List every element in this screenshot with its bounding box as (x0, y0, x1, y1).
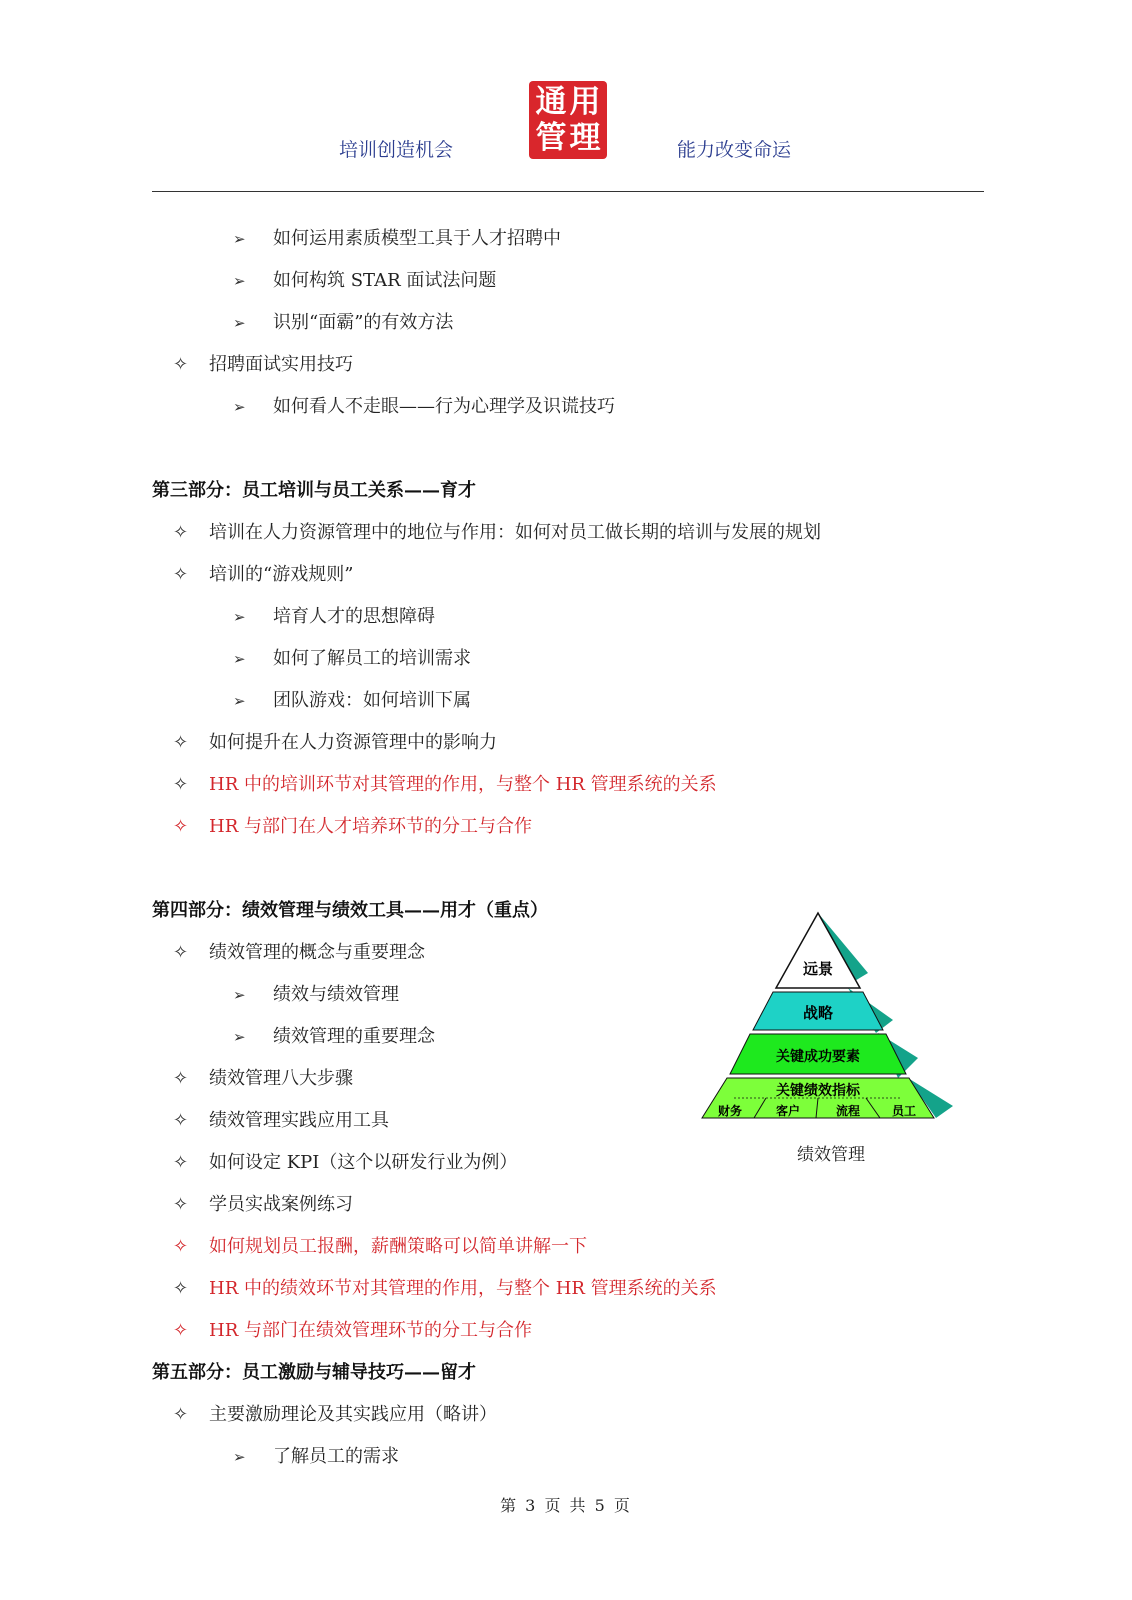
diamond-bullet-icon: ✧ (173, 1278, 189, 1299)
diamond-bullet-icon: ✧ (173, 1152, 189, 1173)
list-item: ✧ 如何设定 KPI（这个以研发行业为例） (173, 1152, 518, 1173)
pyramid-label-kpi: 关键绩效指标 (776, 1083, 860, 1099)
header-divider (152, 191, 984, 192)
logo-char: 通 (535, 84, 567, 120)
performance-pyramid-figure (698, 908, 968, 1128)
arrow-bullet-icon: ➢ (233, 230, 246, 248)
diamond-bullet-icon: ✧ (173, 564, 189, 585)
arrow-bullet-icon: ➢ (233, 692, 246, 710)
section-title: 第五部分：员工激励与辅导技巧——留才 (152, 1362, 476, 1383)
diamond-bullet-icon: ✧ (173, 522, 189, 543)
logo-char: 理 (569, 120, 601, 156)
pyramid-label-csf: 关键成功要素 (776, 1049, 860, 1065)
list-item: ✧ 绩效管理八大步骤 (173, 1068, 353, 1089)
list-item: ➢ 识别“面霸”的有效方法 (233, 312, 454, 333)
pyramid-label-strategy: 战略 (802, 1004, 834, 1022)
list-item-highlighted: ✧ 如何规划员工报酬，薪酬策略可以简单讲解一下 (173, 1236, 587, 1257)
list-item: ➢ 如何构筑 STAR 面试法问题 (233, 270, 497, 291)
diamond-bullet-icon: ✧ (173, 942, 189, 963)
list-item: ➢ 如何运用素质模型工具于人才招聘中 (233, 228, 561, 249)
list-item: ➢ 绩效管理的重要理念 (233, 1026, 435, 1047)
list-item-highlighted: ✧ HR 与部门在人才培养环节的分工与合作 (173, 816, 532, 837)
list-item: ✧ 如何提升在人力资源管理中的影响力 (173, 732, 497, 753)
diamond-bullet-icon: ✧ (173, 1194, 189, 1215)
arrow-bullet-icon: ➢ (233, 314, 246, 332)
logo-char: 用 (569, 84, 601, 120)
list-item: ✧ 培训在人力资源管理中的地位与作用：如何对员工做长期的培训与发展的规划 (173, 522, 821, 543)
list-item: ➢ 如何了解员工的培训需求 (233, 648, 471, 669)
list-item: ➢ 培育人才的思想障碍 (233, 606, 435, 627)
diamond-bullet-icon: ✧ (173, 816, 189, 837)
arrow-bullet-icon: ➢ (233, 1028, 246, 1046)
arrow-bullet-icon: ➢ (233, 272, 246, 290)
diamond-bullet-icon: ✧ (173, 1236, 189, 1257)
diamond-bullet-icon: ✧ (173, 1404, 189, 1425)
header-slogan-right: 能力改变命运 (677, 139, 792, 161)
pyramid-base-label: 员工 (891, 1104, 917, 1118)
diamond-bullet-icon: ✧ (173, 774, 189, 795)
list-item: ✧ 学员实战案例练习 (173, 1194, 353, 1215)
figure-caption: 绩效管理 (797, 1145, 865, 1165)
diamond-bullet-icon: ✧ (173, 1110, 189, 1131)
pyramid-base-label: 流程 (835, 1104, 861, 1118)
list-item-highlighted: ✧ HR 中的培训环节对其管理的作用，与整个 HR 管理系统的关系 (173, 774, 717, 795)
diamond-bullet-icon: ✧ (173, 1320, 189, 1341)
list-item: ✧ 招聘面试实用技巧 (173, 354, 353, 375)
arrow-bullet-icon: ➢ (233, 608, 246, 626)
arrow-bullet-icon: ➢ (233, 986, 246, 1004)
arrow-bullet-icon: ➢ (233, 398, 246, 416)
list-item: ✧ 主要激励理论及其实践应用（略讲） (173, 1404, 497, 1425)
list-item-highlighted: ✧ HR 中的绩效环节对其管理的作用，与整个 HR 管理系统的关系 (173, 1278, 717, 1299)
pyramid-base-label: 客户 (775, 1104, 801, 1118)
diamond-bullet-icon: ✧ (173, 1068, 189, 1089)
list-item-highlighted: ✧ HR 与部门在绩效管理环节的分工与合作 (173, 1320, 532, 1341)
diamond-bullet-icon: ✧ (173, 732, 189, 753)
page-footer: 第 3 页 共 5 页 (500, 1496, 632, 1515)
arrow-bullet-icon: ➢ (233, 1448, 246, 1466)
pyramid-base-label: 财务 (717, 1104, 743, 1118)
logo (529, 81, 607, 159)
section-title: 第三部分：员工培训与员工关系——育才 (152, 480, 476, 501)
list-item: ✧ 绩效管理的概念与重要理念 (173, 942, 425, 963)
pyramid-label-vision: 远景 (802, 960, 834, 978)
header-slogan-left: 培训创造机会 (339, 139, 454, 161)
list-item: ➢ 团队游戏：如何培训下属 (233, 690, 471, 711)
list-item: ✧ 培训的“游戏规则” (173, 564, 354, 585)
section-title: 第四部分：绩效管理与绩效工具——用才（重点） (152, 900, 548, 921)
diamond-bullet-icon: ✧ (173, 354, 189, 375)
logo-char: 管 (535, 120, 567, 156)
list-item: ✧ 绩效管理实践应用工具 (173, 1110, 389, 1131)
list-item: ➢ 了解员工的需求 (233, 1446, 399, 1467)
arrow-bullet-icon: ➢ (233, 650, 246, 668)
list-item: ➢ 绩效与绩效管理 (233, 984, 399, 1005)
list-item: ➢ 如何看人不走眼——行为心理学及识谎技巧 (233, 396, 615, 417)
